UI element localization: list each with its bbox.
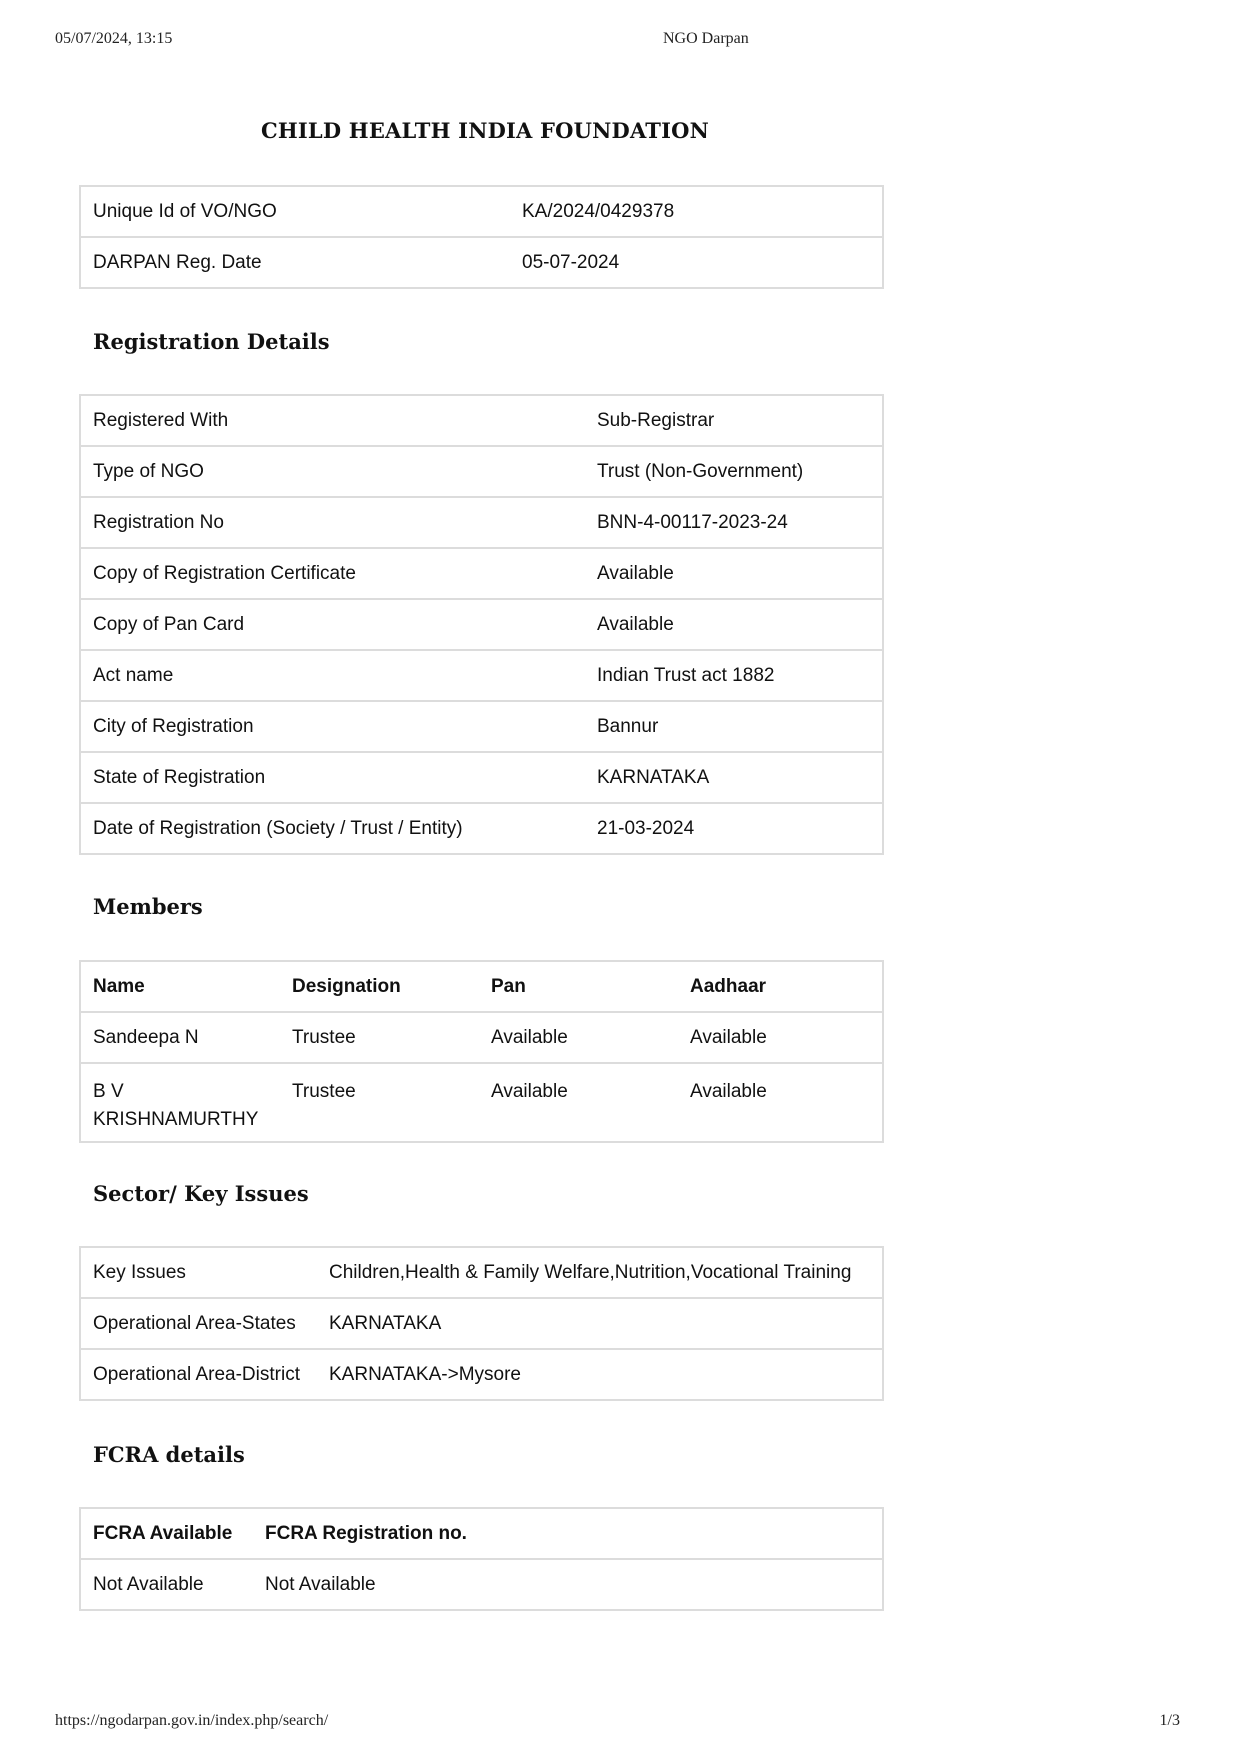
row-label: State of Registration (80, 752, 585, 803)
member-designation: Trustee (280, 1063, 479, 1142)
table-row (80, 599, 883, 650)
row-value: Children,Health & Family Welfare,Nutrition,Vocational Training (329, 1261, 852, 1283)
registration-section-title: Registration Details (93, 329, 330, 354)
column-header: FCRA Available (93, 1522, 233, 1544)
row-value: Available (585, 548, 883, 599)
page-title: CHILD HEALTH INDIA FOUNDATION (260, 118, 710, 143)
member-aadhaar: Available (678, 1012, 883, 1063)
row-value: 21-03-2024 (585, 803, 883, 854)
column-header: Aadhaar (690, 975, 767, 997)
row-value: KARNATAKA->Mysore (317, 1349, 883, 1400)
table-row (80, 237, 883, 288)
row-label: Operational Area-States (80, 1298, 317, 1349)
sector-section-title: Sector/ Key Issues (93, 1181, 309, 1206)
row-value: BNN-4-00117-2023-24 (585, 497, 883, 548)
row-value: Trust (Non-Government) (585, 446, 883, 497)
row-value: KARNATAKA (317, 1298, 883, 1349)
id-table (79, 185, 884, 289)
fcra-available-value: Not Available (80, 1559, 253, 1610)
sector-table (79, 1246, 884, 1401)
row-value: 05-07-2024 (510, 237, 883, 288)
table-row (80, 497, 883, 548)
table-row (80, 1247, 883, 1298)
table-header-row (80, 1508, 883, 1559)
table-row (80, 752, 883, 803)
table-row (80, 1063, 883, 1142)
table-row (80, 1349, 883, 1400)
table-row (80, 446, 883, 497)
fcra-registration-value: Not Available (253, 1559, 883, 1610)
page-number: 1/3 (1159, 1712, 1180, 1729)
table-row (80, 1298, 883, 1349)
table-row (80, 548, 883, 599)
row-value: KA/2024/0429378 (522, 200, 675, 222)
member-pan: Available (479, 1012, 678, 1063)
row-label: Registration No (80, 497, 585, 548)
column-header: Designation (292, 975, 401, 997)
fcra-section-title: FCRA details (93, 1442, 245, 1467)
row-label: Copy of Pan Card (80, 599, 585, 650)
print-url: https://ngodarpan.gov.in/index.php/search/ (55, 1712, 329, 1729)
table-row (80, 1012, 883, 1063)
row-label: Key Issues (93, 1261, 186, 1283)
row-label: Type of NGO (80, 446, 585, 497)
member-name: Sandeepa N (80, 1012, 280, 1063)
members-table (79, 960, 884, 1143)
row-value: Available (585, 599, 883, 650)
row-label: Unique Id of VO/NGO (93, 200, 277, 222)
row-label: Operational Area-District (80, 1349, 317, 1400)
table-row (80, 395, 883, 446)
row-label: City of Registration (80, 701, 585, 752)
column-header: Pan (491, 975, 526, 997)
member-aadhaar: Available (678, 1063, 883, 1142)
members-section-title: Members (93, 894, 203, 919)
row-label: DARPAN Reg. Date (80, 237, 510, 288)
print-site-title: NGO Darpan (663, 30, 749, 47)
member-name: B V KRISHNAMURTHY (80, 1063, 280, 1142)
row-label: Act name (80, 650, 585, 701)
column-header: FCRA Registration no. (265, 1522, 467, 1544)
table-row (80, 803, 883, 854)
member-pan: Available (479, 1063, 678, 1142)
row-label: Registered With (93, 409, 229, 431)
table-row (80, 650, 883, 701)
row-label: Date of Registration (Society / Trust / Entity) (80, 803, 585, 854)
member-designation: Trustee (280, 1012, 479, 1063)
row-value: Bannur (585, 701, 883, 752)
table-header-row (80, 961, 883, 1012)
column-header: Name (93, 975, 145, 997)
row-value: Indian Trust act 1882 (585, 650, 883, 701)
row-value: KARNATAKA (585, 752, 883, 803)
registration-table (79, 394, 884, 855)
table-row (80, 701, 883, 752)
row-label: Copy of Registration Certificate (80, 548, 585, 599)
row-value: Sub-Registrar (597, 409, 715, 431)
print-datetime: 05/07/2024, 13:15 (55, 30, 173, 47)
fcra-table (79, 1507, 884, 1611)
table-row (80, 1559, 883, 1610)
table-row (80, 186, 883, 237)
